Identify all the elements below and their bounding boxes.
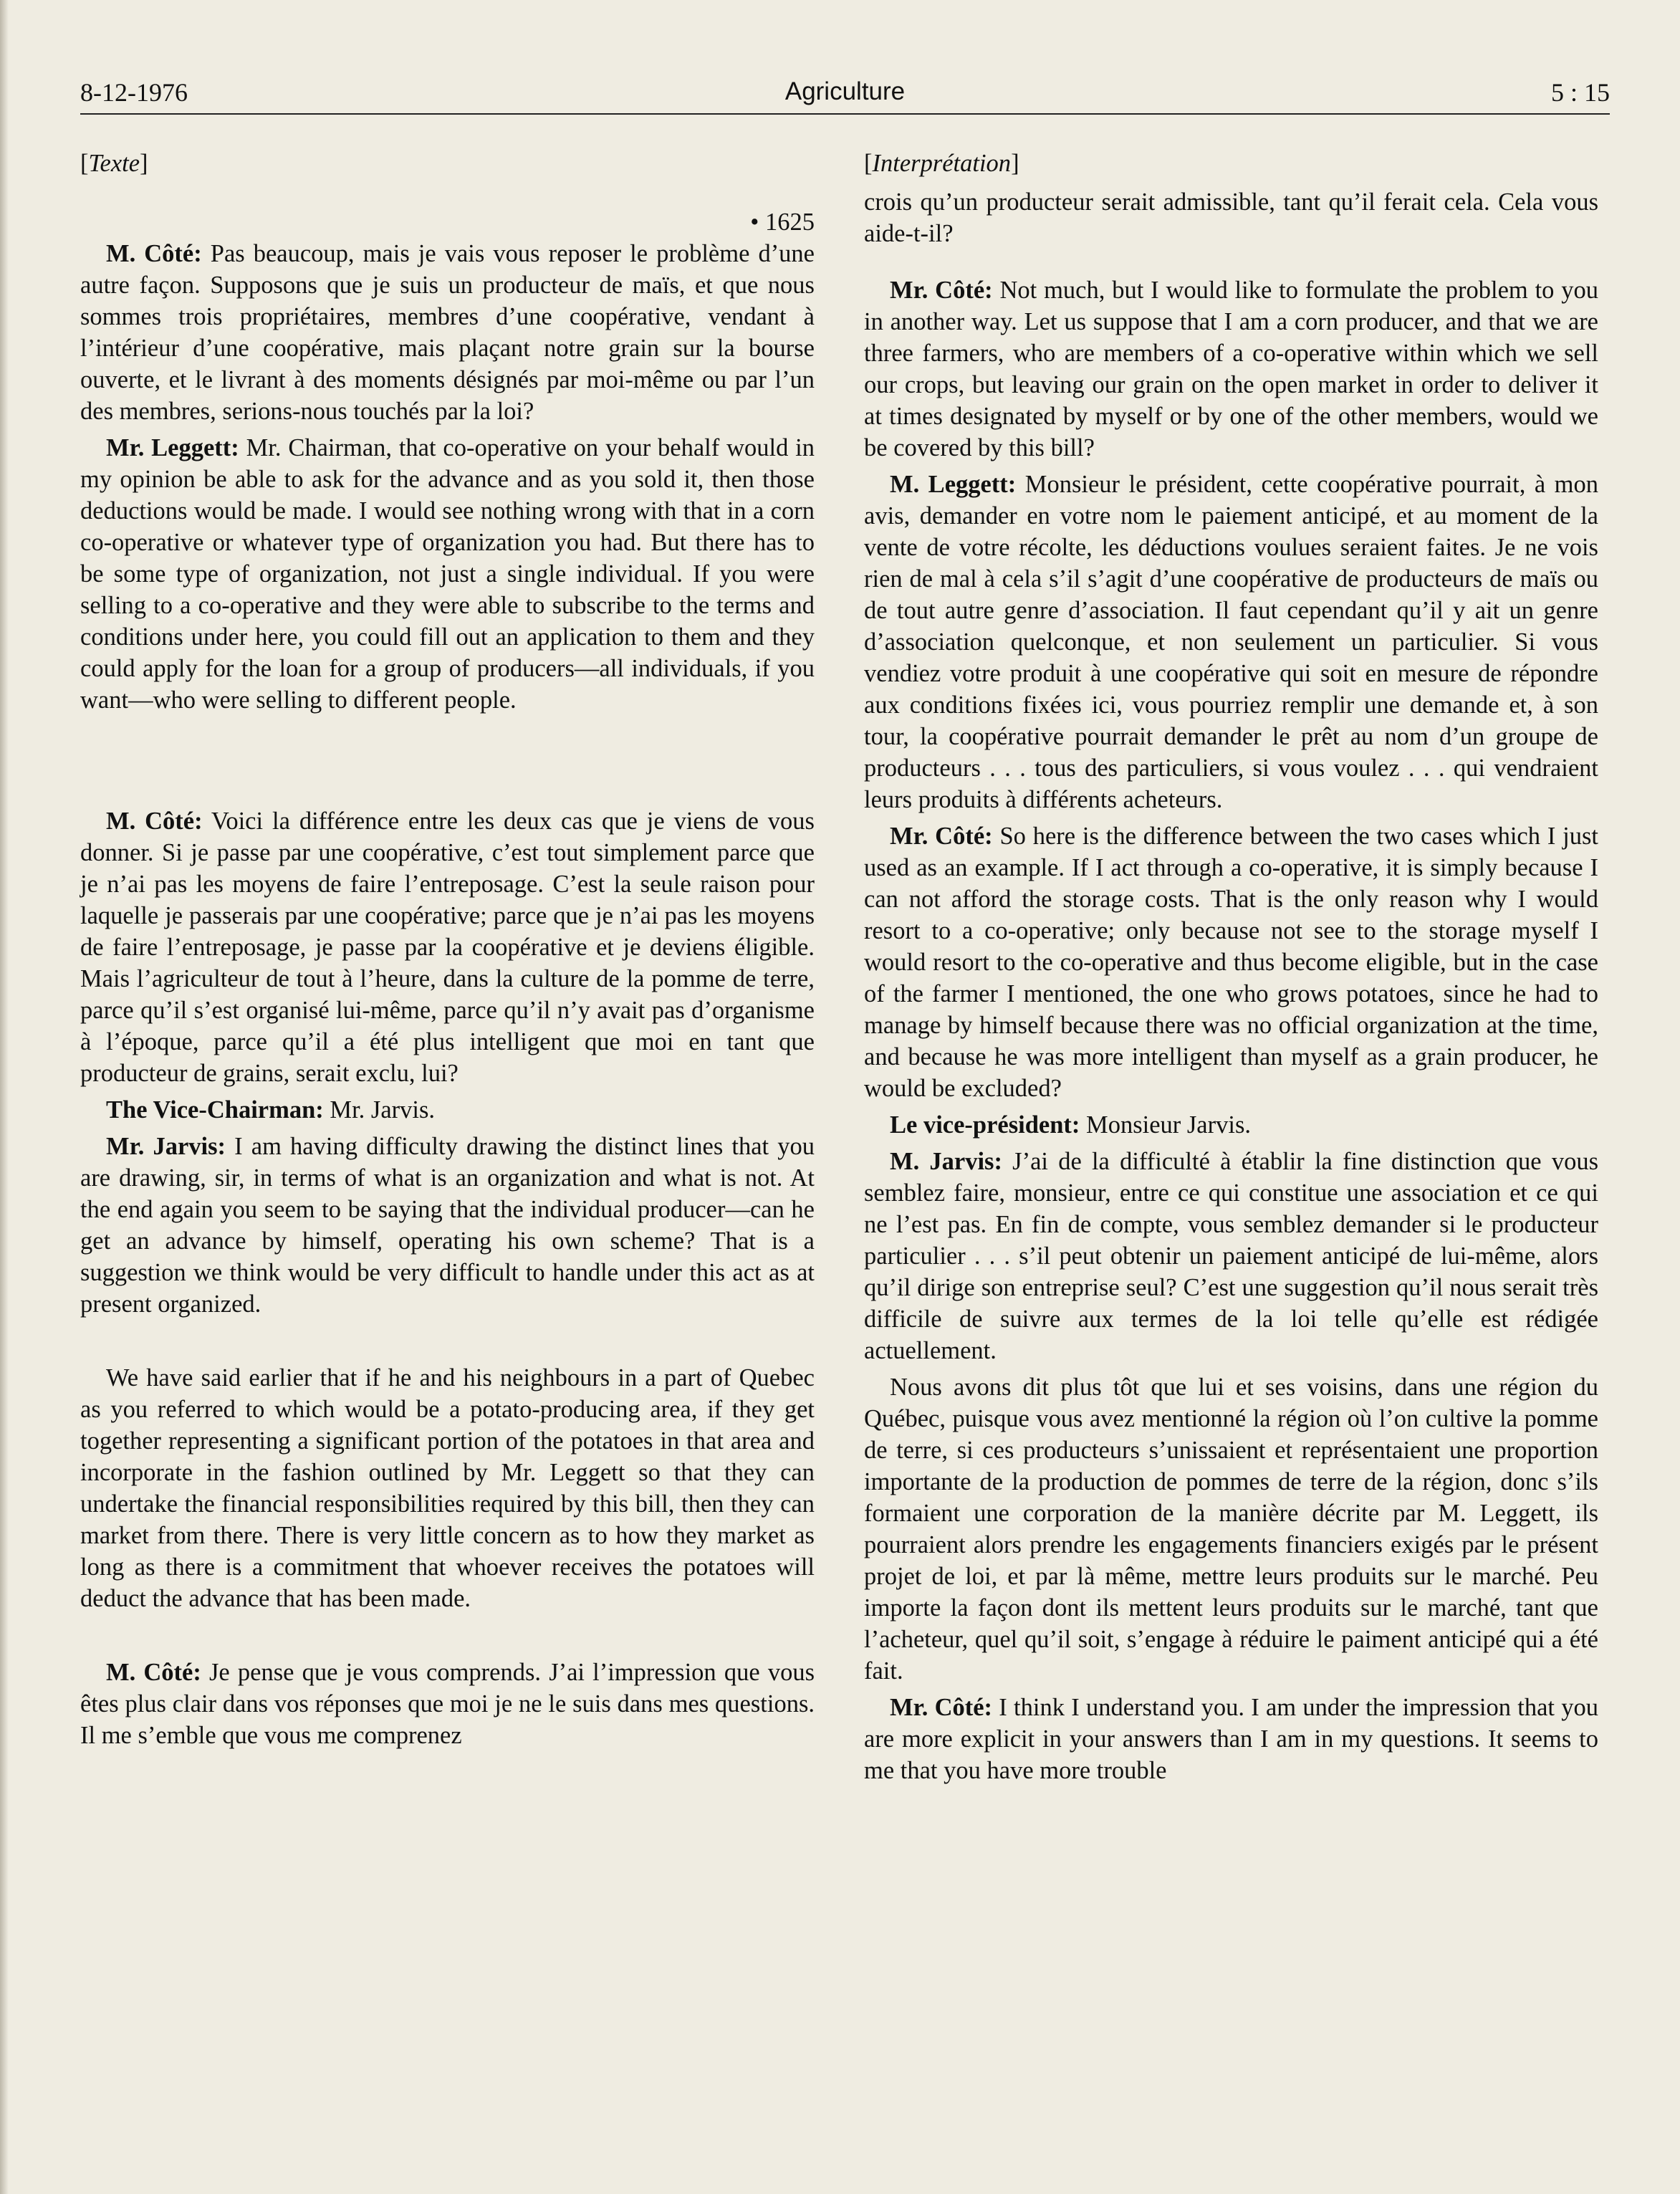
- header-date: 8-12-1976: [80, 78, 188, 107]
- language-label-right: [Interprétation]: [864, 150, 1019, 177]
- paragraph: Le vice-président: Monsieur Jarvis.: [890, 1111, 1251, 1139]
- speaker-name: M. Côté:: [106, 1659, 201, 1686]
- paragraph: Mr. Jarvis: I am having difficulty drawing the distinct lines that you are drawing, sir, in terms of what is an organization and what is not. At the end again you seem to be saying that the individual producer—can he get an advance by himself, operating his own scheme? That is a suggestion we think would be very difficult to handle under this act as at present organized.: [80, 1133, 815, 1318]
- time-marker: • 1625: [750, 209, 815, 236]
- paragraph: M. Côté: Je pense que je vous comprends. J’ai l’impression que vous êtes plus clair dans vos réponses que moi je ne le suis dans mes questions. Il me s’emble que vous me comprenez: [80, 1659, 815, 1749]
- page-edge-shadow: [0, 0, 9, 2194]
- paragraph: M. Côté: Voici la différence entre les deux cas que je viens de vous donner. Si je passe par une coopérative, c’est tout simplement parce que je n’ai pas les moyens de faire l’entreposage. C’est la seule raison pour laquelle je passerais par une coopérative; parce que je n’ai pas les moyens de faire l’entreposage, je passe par la coopérative et je deviens éligible. Mais l’agriculteur de tout à l’heure, dans la culture de la pomme de terre, parce qu’il s’est organisé lui-même, parce qu’il n’y avait pas d’organisme à l’époque, parce qu’il a été plus intelligent que moi en tant que producteur de grains, serait exclu, lui?: [80, 808, 815, 1087]
- paragraph: Nous avons dit plus tôt que lui et ses voisins, dans une région du Québec, puisque vous avez mentionné la région où l’on cultive la pomme de terre, si ces producteurs s’unissaient et représentaient une proportion importante de la production de pommes de terre de la région, donc s’ils formaient une corporation de la manière décrite par M. Leggett, ils pourraient alors prendre les engagements financiers exigés par le présent projet de loi, et par là même, mettre leurs produits sur le marché. Peu importe la façon dont ils mettent leurs produits sur le marché, tant que l’acheteur, quel qu’il soit, s’engage à réduire le paiment anticipé qui a été fait.: [864, 1374, 1598, 1685]
- running-header: [80, 72, 1610, 115]
- paragraph: crois qu’un producteur serait admissible, tant qu’il ferait cela. Cela vous aide-t-il?: [864, 188, 1598, 247]
- right-column: [864, 148, 1598, 1791]
- paragraph: The Vice-Chairman: Mr. Jarvis.: [106, 1096, 436, 1124]
- speaker-name: M. Côté:: [106, 808, 203, 835]
- speaker-name: M. Jarvis:: [890, 1148, 1002, 1175]
- speaker-name: M. Leggett:: [890, 471, 1017, 498]
- speaker-name: Mr. Jarvis:: [106, 1133, 226, 1160]
- paragraph: Mr. Côté: Not much, but I would like to formulate the problem to you in another way. Let us suppose that I am a corn producer, and that we are three farmers, who are members of a co-operative within which we sell our crops, but leaving our grain on the open market in order to deliver it at times designated by myself or by one of the other members, would we be covered by this bill?: [864, 277, 1598, 461]
- header-title: Agriculture: [784, 77, 906, 105]
- paragraph: Mr. Côté: I think I understand you. I am under the impression that you are more explicit in your answers than I am in my questions. It seems to me that you have more trouble: [864, 1694, 1598, 1784]
- speaker-name: Mr. Côté:: [890, 1694, 993, 1721]
- paragraph: M. Jarvis: J’ai de la difficulté à établir la fine distinction que vous semblez faire, monsieur, entre ce qui constitue une association et ce qui ne l’est pas. En fin de compte, vous semblez demander si le producteur particulier . . . s’il peut obtenir un paiement anticipé de lui-même, alors qu’il dirige son entreprise seul? C’est une suggestion qu’il nous serait très difficile de suivre aux termes de la loi telle qu’elle est rédigée actuellement.: [864, 1148, 1598, 1364]
- speaker-name: M. Côté:: [106, 240, 202, 267]
- paragraph: M. Leggett: Monsieur le président, cette coopérative pourrait, à mon avis, demander en votre nom le paiement anticipé, et au moment de la vente de votre récolte, les déductions voulues seraient faites. Je ne vois rien de mal à cela s’il s’agit d’une coopérative de producteurs de maïs ou de tout autre genre d’association. Il faut cependant qu’il y ait un genre d’association quelconque, et non seulement un particulier. Si vous vendiez votre produit à une coopérative qui soit en mesure de répondre aux conditions fixées ici, vous pourriez remplir une demande et, à son tour, la coopérative pourrait demander le prêt au nom d’un groupe de producteurs . . . tous des particuliers, si vous voulez . . . qui vendraient leurs produits à différents acheteurs.: [864, 471, 1598, 813]
- language-label-left: [Texte]: [80, 150, 148, 177]
- paragraph: Mr. Leggett: Mr. Chairman, that co-operative on your behalf would in my opinion be able to ask for the advance and as you sold it, then those deductions would be made. I would see nothing wrong with that in a corn co-operative or whatever type of organization you had. But there has to be some type of organization, not just a single individual. If you were selling to a co-operative and they were able to subscribe to the terms and conditions under here, you could fill out an application to them and they could apply for the loan for a group of producers—all individuals, if you want—who were selling to different people.: [80, 434, 815, 714]
- paragraph: Mr. Côté: So here is the difference between the two cases which I just used as an example. If I act through a co-operative, it is simply because I can not afford the storage costs. That is the only reason why I would resort to a co-operative; only because not see to the storage myself I would resort to the co-operative and thus become eligible, but in the case of the farmer I mentioned, the one who grows potatoes, since he had to manage by himself because there was no official organization at the time, and because he was more intelligent than myself as a grain producer, he would be excluded?: [864, 823, 1598, 1102]
- speaker-name: Le vice-président:: [890, 1111, 1080, 1139]
- header-page-number: 5 : 15: [1550, 78, 1610, 107]
- speaker-name: Mr. Côté:: [890, 277, 993, 304]
- speaker-name: Mr. Côté:: [890, 823, 993, 850]
- speaker-name: Mr. Leggett:: [106, 434, 239, 461]
- left-column: [80, 148, 815, 1756]
- paragraph: M. Côté: Pas beaucoup, mais je vais vous reposer le problème d’une autre façon. Supposons que je suis un producteur de maïs, et que nous sommes trois propriétaires, membres d’une coopérative, vendant à l’intérieur d’une coopérative, mais plaçant notre grain sur la bourse ouverte, et le livrant à des moments désignés par moi-même ou par l’un des membres, serions-nous touchés par la loi?: [80, 240, 815, 425]
- paragraph: We have said earlier that if he and his neighbours in a part of Quebec as you referred to which would be a potato-producing area, if they get together representing a significant portion of the potatoes in that area and incorporate in the fashion outlined by Mr. Leggett so that they can undertake the financial responsibilities required by this bill, then they can market from there. There is very little concern as to how they market as long as there is a commitment that whoever receives the potatoes will deduct the advance that has been made.: [80, 1364, 815, 1612]
- speaker-name: The Vice-Chairman:: [106, 1096, 324, 1124]
